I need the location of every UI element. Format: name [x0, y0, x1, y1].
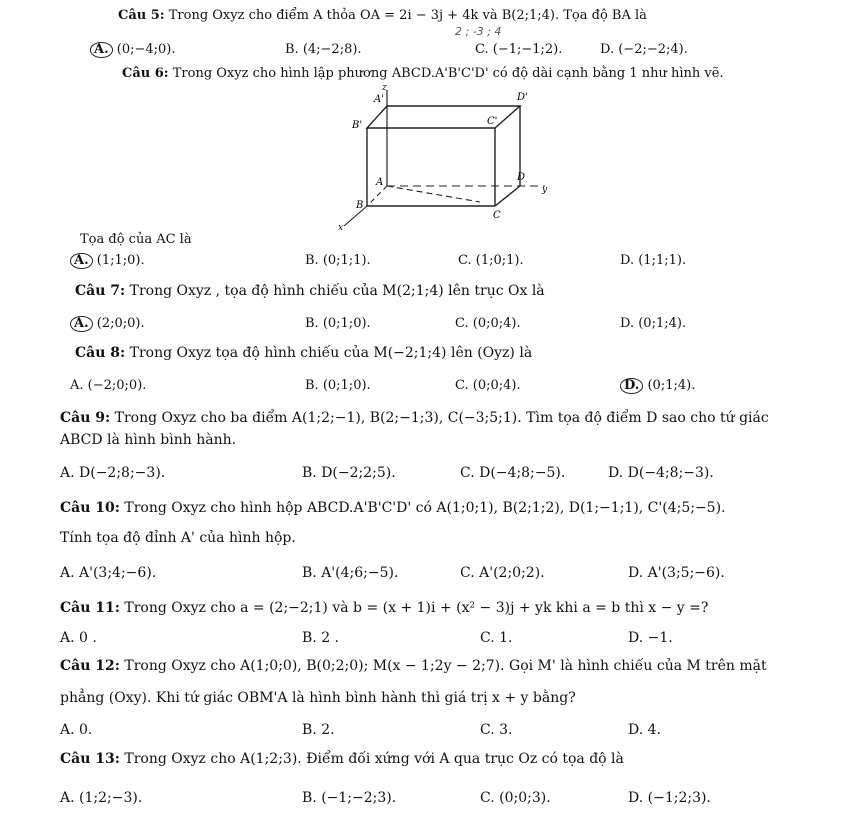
option-c: C. (0;0;4).	[455, 378, 521, 393]
question-7-options: A. (2;0;0). B. (0;1;0). C. (0;0;4). D. (0;1;4).	[70, 316, 830, 334]
figure-label-d-prime: D'	[517, 92, 528, 103]
question-8-options: A. (−2;0;0). B. (0;1;0). C. (0;0;4). D. (0;1;4).	[70, 378, 696, 393]
circled-answer-mark: D.	[620, 378, 643, 394]
question-11: Câu 11: Trong Oxyz cho a = (2;−2;1) và b = (x + 1)i + (x² − 3)j + yk khi a = b thì x − y =?	[60, 600, 709, 616]
figure-label-a: A	[376, 177, 384, 188]
question-5-text: Trong Oxyz cho điểm A thỏa OA = 2i − 3j + 4k và B(2;1;4). Tọa độ BA là	[168, 8, 647, 23]
option-b: B. (0;1;0).	[305, 316, 371, 331]
figure-label-c-prime: C'	[487, 116, 498, 127]
figure-label-c: C	[493, 210, 501, 221]
question-11-text: Trong Oxyz cho a = (2;−2;1) và b = (x + 1)i + (x² − 3)j + yk khi a = b thì x − y =?	[124, 600, 709, 616]
question-8: Câu 8: Trong Oxyz tọa độ hình chiếu của M(−2;1;4) lên (Oyz) là	[75, 345, 533, 361]
option-c: C. A'(2;0;2).	[460, 565, 545, 581]
circled-answer-mark: A.	[90, 42, 113, 58]
vector-ac	[387, 186, 480, 202]
figure-label-x: x	[338, 223, 344, 232]
question-13: Câu 13: Trong Oxyz cho A(1;2;3). Điểm đối xứng với A qua trục Oz có tọa độ là	[60, 751, 624, 767]
question-6: Câu 6: Trong Oxyz cho hình lập phương ABCD.A'B'C'D' có độ dài cạnh bằng 1 như hình vẽ.	[122, 66, 724, 81]
question-9-text: Trong Oxyz cho ba điểm A(1;2;−1), B(2;−1;3), C(−3;5;1). Tìm tọa độ điểm D sao cho tứ giác	[114, 410, 769, 426]
question-10-text: Trong Oxyz cho hình hộp ABCD.A'B'C'D' có A(1;0;1), B(2;1;2), D(1;−1;1), C'(4;5;−5).	[124, 500, 726, 516]
option-b: B. (0;1;0).	[305, 378, 371, 393]
figure-label-b-prime: B'	[352, 120, 363, 131]
option-c: C. (−1;−1;2).	[475, 42, 563, 57]
handwritten-note: 2 ; -3 ; 4	[455, 25, 502, 38]
option-b: B. 2.	[302, 722, 335, 738]
cube-figure	[330, 82, 570, 232]
option-d: D. (1;1;1).	[620, 253, 687, 268]
option-c: C. (1;0;1).	[458, 253, 524, 268]
question-9-options	[60, 465, 840, 483]
question-9: Câu 9: Trong Oxyz cho ba điểm A(1;2;−1), B(2;−1;3), C(−3;5;1). Tìm tọa độ điểm D sao cho tứ giác	[60, 410, 769, 426]
figure-label-z: z	[382, 83, 387, 93]
option-d: D. −1.	[628, 630, 673, 646]
option-a: A. (1;2;−3).	[60, 790, 143, 806]
question-5-options: A. (0;−4;0). B. (4;−2;8). C. (−1;−1;2). D. (−2;−2;4).	[90, 42, 830, 60]
option-c: C. D(−4;8;−5).	[460, 465, 566, 481]
question-7-text: Trong Oxyz , tọa độ hình chiếu của M(2;1;4) lên trục Ox là	[129, 283, 545, 299]
option-c: C. 1.	[480, 630, 513, 646]
circled-answer-mark: A.	[70, 253, 93, 269]
question-12-text: Trong Oxyz cho A(1;0;0), B(0;2;0); M(x − 1;2y − 2;7). Gọi M' là hình chiếu của M trên mặt	[124, 658, 767, 674]
option-a: A. 0.	[60, 722, 93, 738]
figure-label-y: y	[542, 185, 548, 195]
question-11-options	[60, 630, 840, 648]
option-b: B. D(−2;2;5).	[302, 465, 396, 481]
option-a: A. A'(3;4;−6).	[60, 565, 157, 581]
figure-label-b: B	[356, 200, 364, 211]
option-a: A. (−2;0;0).	[70, 378, 147, 393]
question-12: Câu 12: Trong Oxyz cho A(1;0;0), B(0;2;0); M(x − 1;2y − 2;7). Gọi M' là hình chiếu của M trên mặt	[60, 658, 767, 674]
option-d: D. D(−4;8;−3).	[608, 465, 714, 481]
option-b: B. 2 .	[302, 630, 339, 646]
question-8-text: Trong Oxyz tọa độ hình chiếu của M(−2;1;4) lên (Oyz) là	[129, 345, 533, 361]
option-d: D. (−2;−2;4).	[600, 42, 688, 57]
option-c: C. (0;0;4).	[455, 316, 521, 331]
question-5: Câu 5: Trong Oxyz cho điểm A thỏa OA = 2i − 3j + 4k và B(2;1;4). Tọa độ BA là	[118, 8, 647, 23]
question-6-prompt: Tọa độ của AC là	[80, 232, 192, 247]
option-c: C. (0;0;3).	[480, 790, 551, 806]
figure-label-d: D	[517, 172, 526, 183]
option-c: C. 3.	[480, 722, 513, 738]
question-13-options	[60, 790, 840, 808]
option-d: D. A'(3;5;−6).	[628, 565, 725, 581]
option-a: A. D(−2;8;−3).	[60, 465, 166, 481]
question-10-text-2: Tính tọa độ đỉnh A' của hình hộp.	[60, 530, 296, 546]
question-12-text-2: phẳng (Oxy). Khi tứ giác OBM'A là hình bình hành thì giá trị x + y bằng?	[60, 690, 576, 706]
question-13-text: Trong Oxyz cho A(1;2;3). Điểm đối xứng với A qua trục Oz có tọa độ là	[124, 751, 624, 767]
question-10: Câu 10: Trong Oxyz cho hình hộp ABCD.A'B'C'D' có A(1;0;1), B(2;1;2), D(1;−1;1), C'(4;5;−5).	[60, 500, 726, 516]
question-6-text: Trong Oxyz cho hình lập phương ABCD.A'B'C'D' có độ dài cạnh bằng 1 như hình vẽ.	[172, 66, 724, 81]
option-b: B. (0;1;1).	[305, 253, 371, 268]
question-10-options	[60, 565, 840, 583]
option-d: D. (0;1;4).	[620, 316, 687, 331]
question-7: Câu 7: Trong Oxyz , tọa độ hình chiếu của M(2;1;4) lên trục Ox là	[75, 283, 545, 299]
option-a: A. 0 .	[60, 630, 97, 646]
question-6-options: A. (1;1;0). B. (0;1;1). C. (1;0;1). D. (1;1;1).	[70, 253, 830, 271]
question-9-text-2: ABCD là hình bình hành.	[60, 432, 237, 448]
option-d: D. (−1;2;3).	[628, 790, 711, 806]
question-12-options	[60, 722, 840, 740]
option-b: B. A'(4;6;−5).	[302, 565, 399, 581]
option-d: D. 4.	[628, 722, 661, 738]
option-b: B. (4;−2;8).	[285, 42, 362, 57]
option-b: B. (−1;−2;3).	[302, 790, 397, 806]
figure-label-a-prime: A'	[374, 94, 384, 105]
circled-answer-mark: A.	[70, 316, 93, 332]
